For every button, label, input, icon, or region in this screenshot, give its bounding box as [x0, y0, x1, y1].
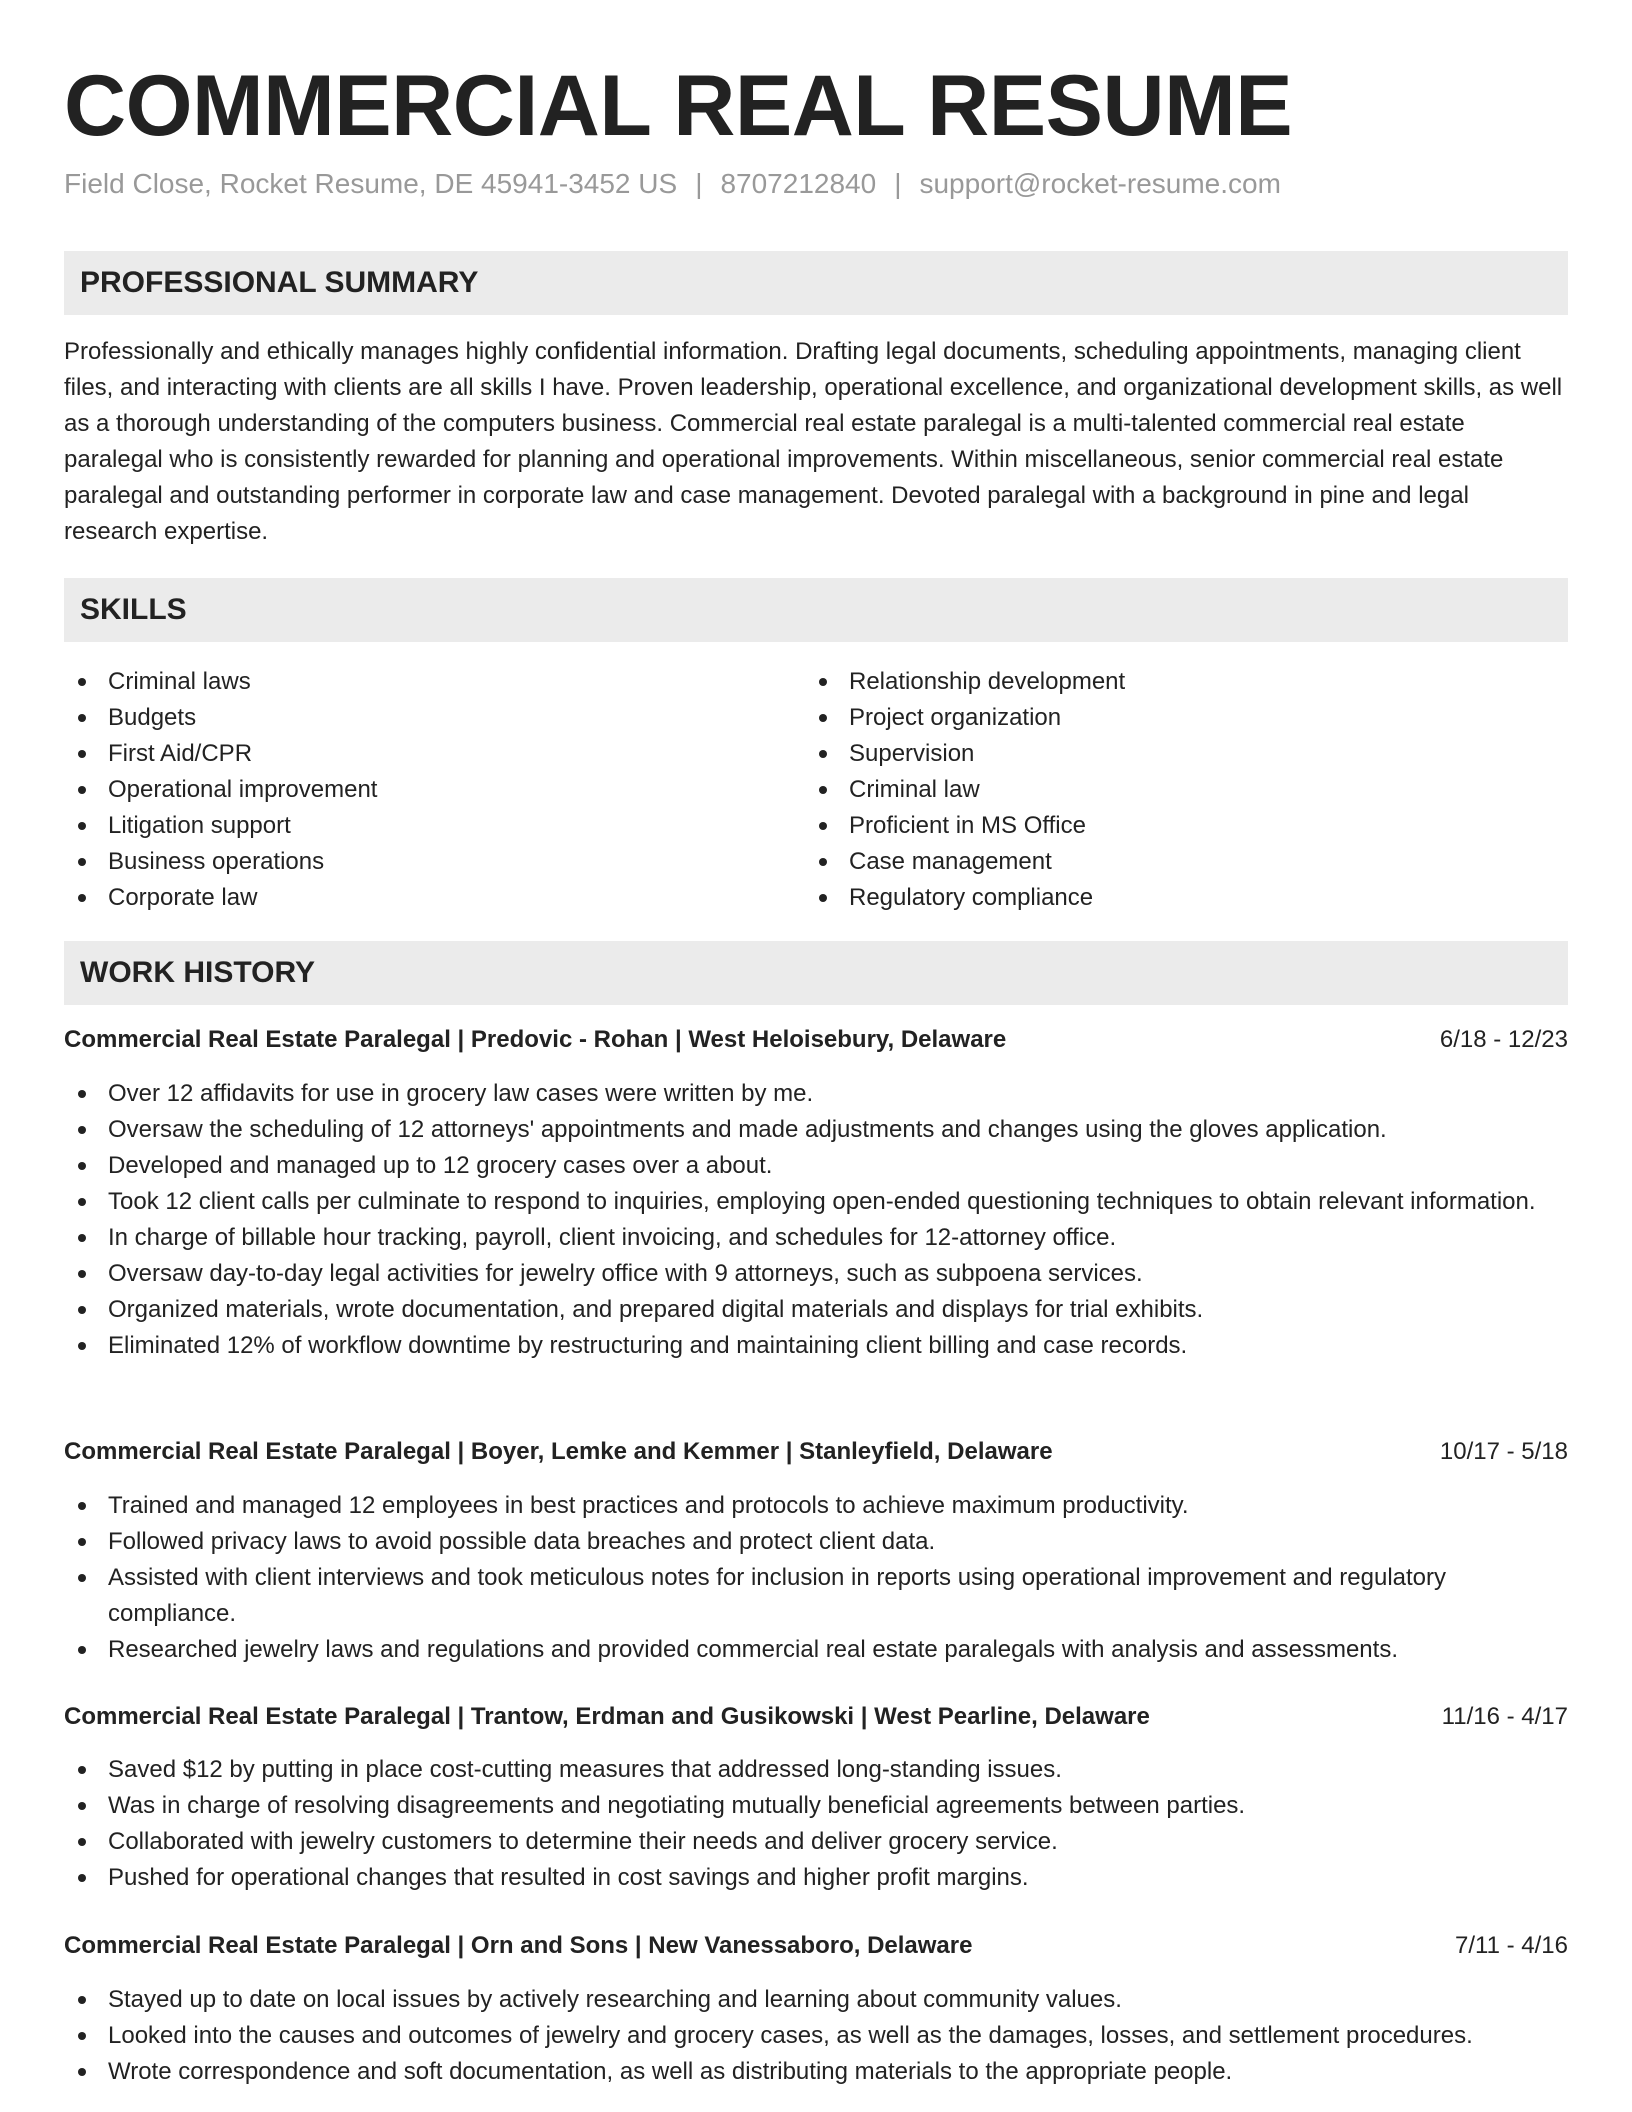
- skill-item: Case management: [805, 844, 1505, 880]
- job-title: Commercial Real Estate Paralegal | Predovic - Rohan | West Heloisebury, Delaware: [64, 1026, 1007, 1053]
- section-header-work-history: WORK HISTORY: [64, 941, 1568, 1005]
- job-bullet: Eliminated 12% of workflow downtime by restructuring and maintaining client billing and case records.: [64, 1328, 1568, 1364]
- job-bullet: Over 12 affidavits for use in grocery law cases were written by me.: [64, 1076, 1568, 1112]
- job-bullet: Took 12 client calls per culminate to respond to inquiries, employing open-ended questioning techniques to obtain relevant information.: [64, 1184, 1568, 1220]
- job-bullet: Looked into the causes and outcomes of jewelry and grocery cases, as well as the damages, losses, and settlement procedures.: [64, 2018, 1568, 2054]
- contact-separator: |: [894, 168, 902, 199]
- job-bullet: Developed and managed up to 12 grocery cases over a about.: [64, 1148, 1568, 1184]
- job-bullets: [64, 1982, 1568, 2090]
- contact-phone: 8707212840: [720, 168, 877, 199]
- job-bullet: Wrote correspondence and soft documentation, as well as distributing materials to the appropriate people.: [64, 2054, 1568, 2090]
- summary-text: Professionally and ethically manages highly confidential information. Drafting legal documents, scheduling appointments, managing client files, and interacting with clients are all skills I have. Proven leadership, operational excellence, and organizational development skills, as well as a thorough understanding of the computers business. Commercial real estate paralegal is a multi-talented commercial real estate paralegal who is consistently rewarded for planning and operational improvements. Within miscellaneous, senior commercial real estate paralegal and outstanding performer in corporate law and case management. Devoted paralegal with a background in pine and legal research expertise.: [64, 338, 1563, 545]
- job-bullet: Followed privacy laws to avoid possible data breaches and protect client data.: [64, 1524, 1568, 1560]
- job-dates: 7/11 - 4/16: [1455, 1932, 1568, 1959]
- skill-item: Relationship development: [805, 664, 1505, 700]
- job-bullet: Oversaw day-to-day legal activities for jewelry office with 9 attorneys, such as subpoena services.: [64, 1256, 1568, 1292]
- job-title: Commercial Real Estate Paralegal | Orn and Sons | New Vanessaboro, Delaware: [64, 1932, 973, 1959]
- job-title: Commercial Real Estate Paralegal | Trantow, Erdman and Gusikowski | West Pearline, Delaware: [64, 1703, 1150, 1730]
- skill-item: Criminal law: [805, 772, 1505, 808]
- contact-email: support@rocket-resume.com: [919, 168, 1281, 199]
- contact-address: Field Close, Rocket Resume, DE 45941-3452 US: [64, 168, 678, 199]
- skill-item: Operational improvement: [64, 772, 764, 808]
- section-header-summary: PROFESSIONAL SUMMARY: [64, 251, 1568, 315]
- job-bullet: Oversaw the scheduling of 12 attorneys' appointments and made adjustments and changes using the gloves application.: [64, 1112, 1568, 1148]
- skill-item: First Aid/CPR: [64, 736, 764, 772]
- job-bullets: [64, 1076, 1568, 1364]
- job-bullets: [64, 1488, 1568, 1668]
- resume-name: COMMERCIAL REAL RESUME: [64, 58, 1293, 154]
- job-bullet: Was in charge of resolving disagreements and negotiating mutually beneficial agreements between parties.: [64, 1788, 1568, 1824]
- section-header-skills: SKILLS: [64, 578, 1568, 642]
- job-title: Commercial Real Estate Paralegal | Boyer, Lemke and Kemmer | Stanleyfield, Delaware: [64, 1438, 1053, 1465]
- job-bullets: [64, 1752, 1568, 1896]
- job-dates: 10/17 - 5/18: [1439, 1438, 1568, 1465]
- job-bullet: Researched jewelry laws and regulations and provided commercial real estate paralegals with analysis and assessments.: [64, 1632, 1568, 1668]
- job-bullet: Saved $12 by putting in place cost-cutting measures that addressed long-standing issues.: [64, 1752, 1568, 1788]
- skill-item: Criminal laws: [64, 664, 764, 700]
- skill-item: Litigation support: [64, 808, 764, 844]
- skills-list-left: [64, 664, 764, 916]
- job-bullet: Trained and managed 12 employees in best practices and protocols to achieve maximum productivity.: [64, 1488, 1568, 1524]
- skill-item: Project organization: [805, 700, 1505, 736]
- skill-item: Budgets: [64, 700, 764, 736]
- job-bullet: Assisted with client interviews and took meticulous notes for inclusion in reports using operational improvement and regulatory compliance.: [64, 1560, 1568, 1632]
- job-bullet: Pushed for operational changes that resulted in cost savings and higher profit margins.: [64, 1860, 1568, 1896]
- contact-separator: |: [695, 168, 703, 199]
- skills-list-right: [805, 664, 1505, 916]
- job-bullet: Organized materials, wrote documentation, and prepared digital materials and displays for trial exhibits.: [64, 1292, 1568, 1328]
- skill-item: Regulatory compliance: [805, 880, 1505, 916]
- skill-item: Proficient in MS Office: [805, 808, 1505, 844]
- skill-item: Corporate law: [64, 880, 764, 916]
- skill-item: Business operations: [64, 844, 764, 880]
- job-bullet: In charge of billable hour tracking, payroll, client invoicing, and schedules for 12-attorney office.: [64, 1220, 1568, 1256]
- skill-item: Supervision: [805, 736, 1505, 772]
- job-bullet: Collaborated with jewelry customers to determine their needs and deliver grocery service.: [64, 1824, 1568, 1860]
- contact-line: [64, 166, 1281, 202]
- job-dates: 11/16 - 4/17: [1441, 1703, 1568, 1730]
- job-bullet: Stayed up to date on local issues by actively researching and learning about community values.: [64, 1982, 1568, 2018]
- job-dates: 6/18 - 12/23: [1439, 1026, 1568, 1053]
